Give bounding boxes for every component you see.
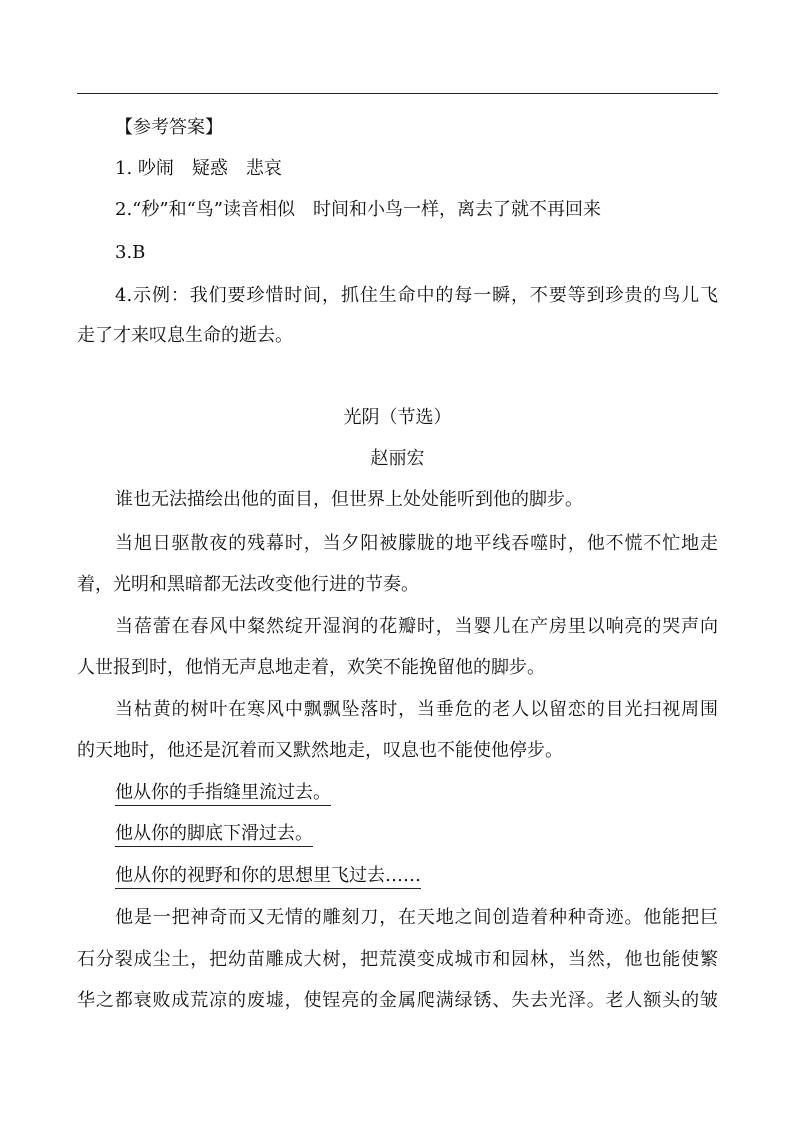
header-rule bbox=[77, 93, 718, 94]
underlined-line-2 bbox=[115, 821, 718, 847]
underlined-text: 他从你的手指缝里流过去。 bbox=[115, 782, 331, 806]
essay-author: 赵丽宏 bbox=[370, 448, 425, 469]
paragraph-3-line-1: 当蓓蕾在春风中粲然绽开湿润的花瓣时，当婴儿在产房里以响亮的哭声向 bbox=[115, 616, 718, 637]
essay-title: 光阴（节选） bbox=[343, 407, 452, 428]
paragraph-4-line-2: 的天地时，他还是沉着而又默然地走，叹息也不能使他停步。 bbox=[77, 740, 563, 761]
underlined-text: 他从你的视野和你的思想里飞过去…… bbox=[115, 865, 421, 889]
paragraph-3-line-2: 人世报到时，他悄无声息地走着，欢笑不能挽留他的脚步。 bbox=[77, 657, 545, 678]
answer-1: 1. 吵闹 疑惑 悲哀 bbox=[115, 158, 282, 179]
underlined-line-1 bbox=[115, 780, 718, 806]
answer-3: 3.B bbox=[115, 242, 146, 263]
answers-heading: 【参考答案】 bbox=[115, 117, 223, 138]
paragraph-2-line-2: 着，光明和黑暗都无法改变他行进的节奏。 bbox=[77, 574, 419, 595]
paragraph-5-line-2: 石分裂成尘土，把幼苗雕成大树，把荒漠变成城市和园林，当然，他也能使繁 bbox=[77, 949, 718, 970]
paragraph-1: 谁也无法描绘出他的面目，但世界上处处能听到他的脚步。 bbox=[115, 489, 583, 510]
underlined-text: 他从你的脚底下滑过去。 bbox=[115, 823, 313, 847]
answer-4-line-1: 4.示例：我们要珍惜时间，抓住生命中的每一瞬，不要等到珍贵的鸟儿飞 bbox=[115, 285, 718, 306]
paragraph-2-line-1: 当旭日驱散夜的残幕时，当夕阳被朦胧的地平线吞噬时，他不慌不忙地走 bbox=[115, 533, 718, 554]
underlined-line-3 bbox=[115, 863, 718, 889]
paragraph-5-line-1: 他是一把神奇而又无情的雕刻刀，在天地之间创造着种种奇迹。他能把巨 bbox=[115, 907, 718, 928]
answer-4-line-2: 走了才来叹息生命的逝去。 bbox=[77, 325, 293, 346]
answer-2: 2.“秒”和“鸟”读音相似 时间和小鸟一样，离去了就不再回来 bbox=[115, 199, 601, 220]
paragraph-5-line-3: 华之都衰败成荒凉的废墟，使锃亮的金属爬满绿锈、失去光泽。老人额头的皱 bbox=[77, 990, 718, 1011]
paragraph-4-line-1: 当枯黄的树叶在寒风中飘飘坠落时，当垂危的老人以留恋的目光扫视周围 bbox=[115, 699, 718, 720]
